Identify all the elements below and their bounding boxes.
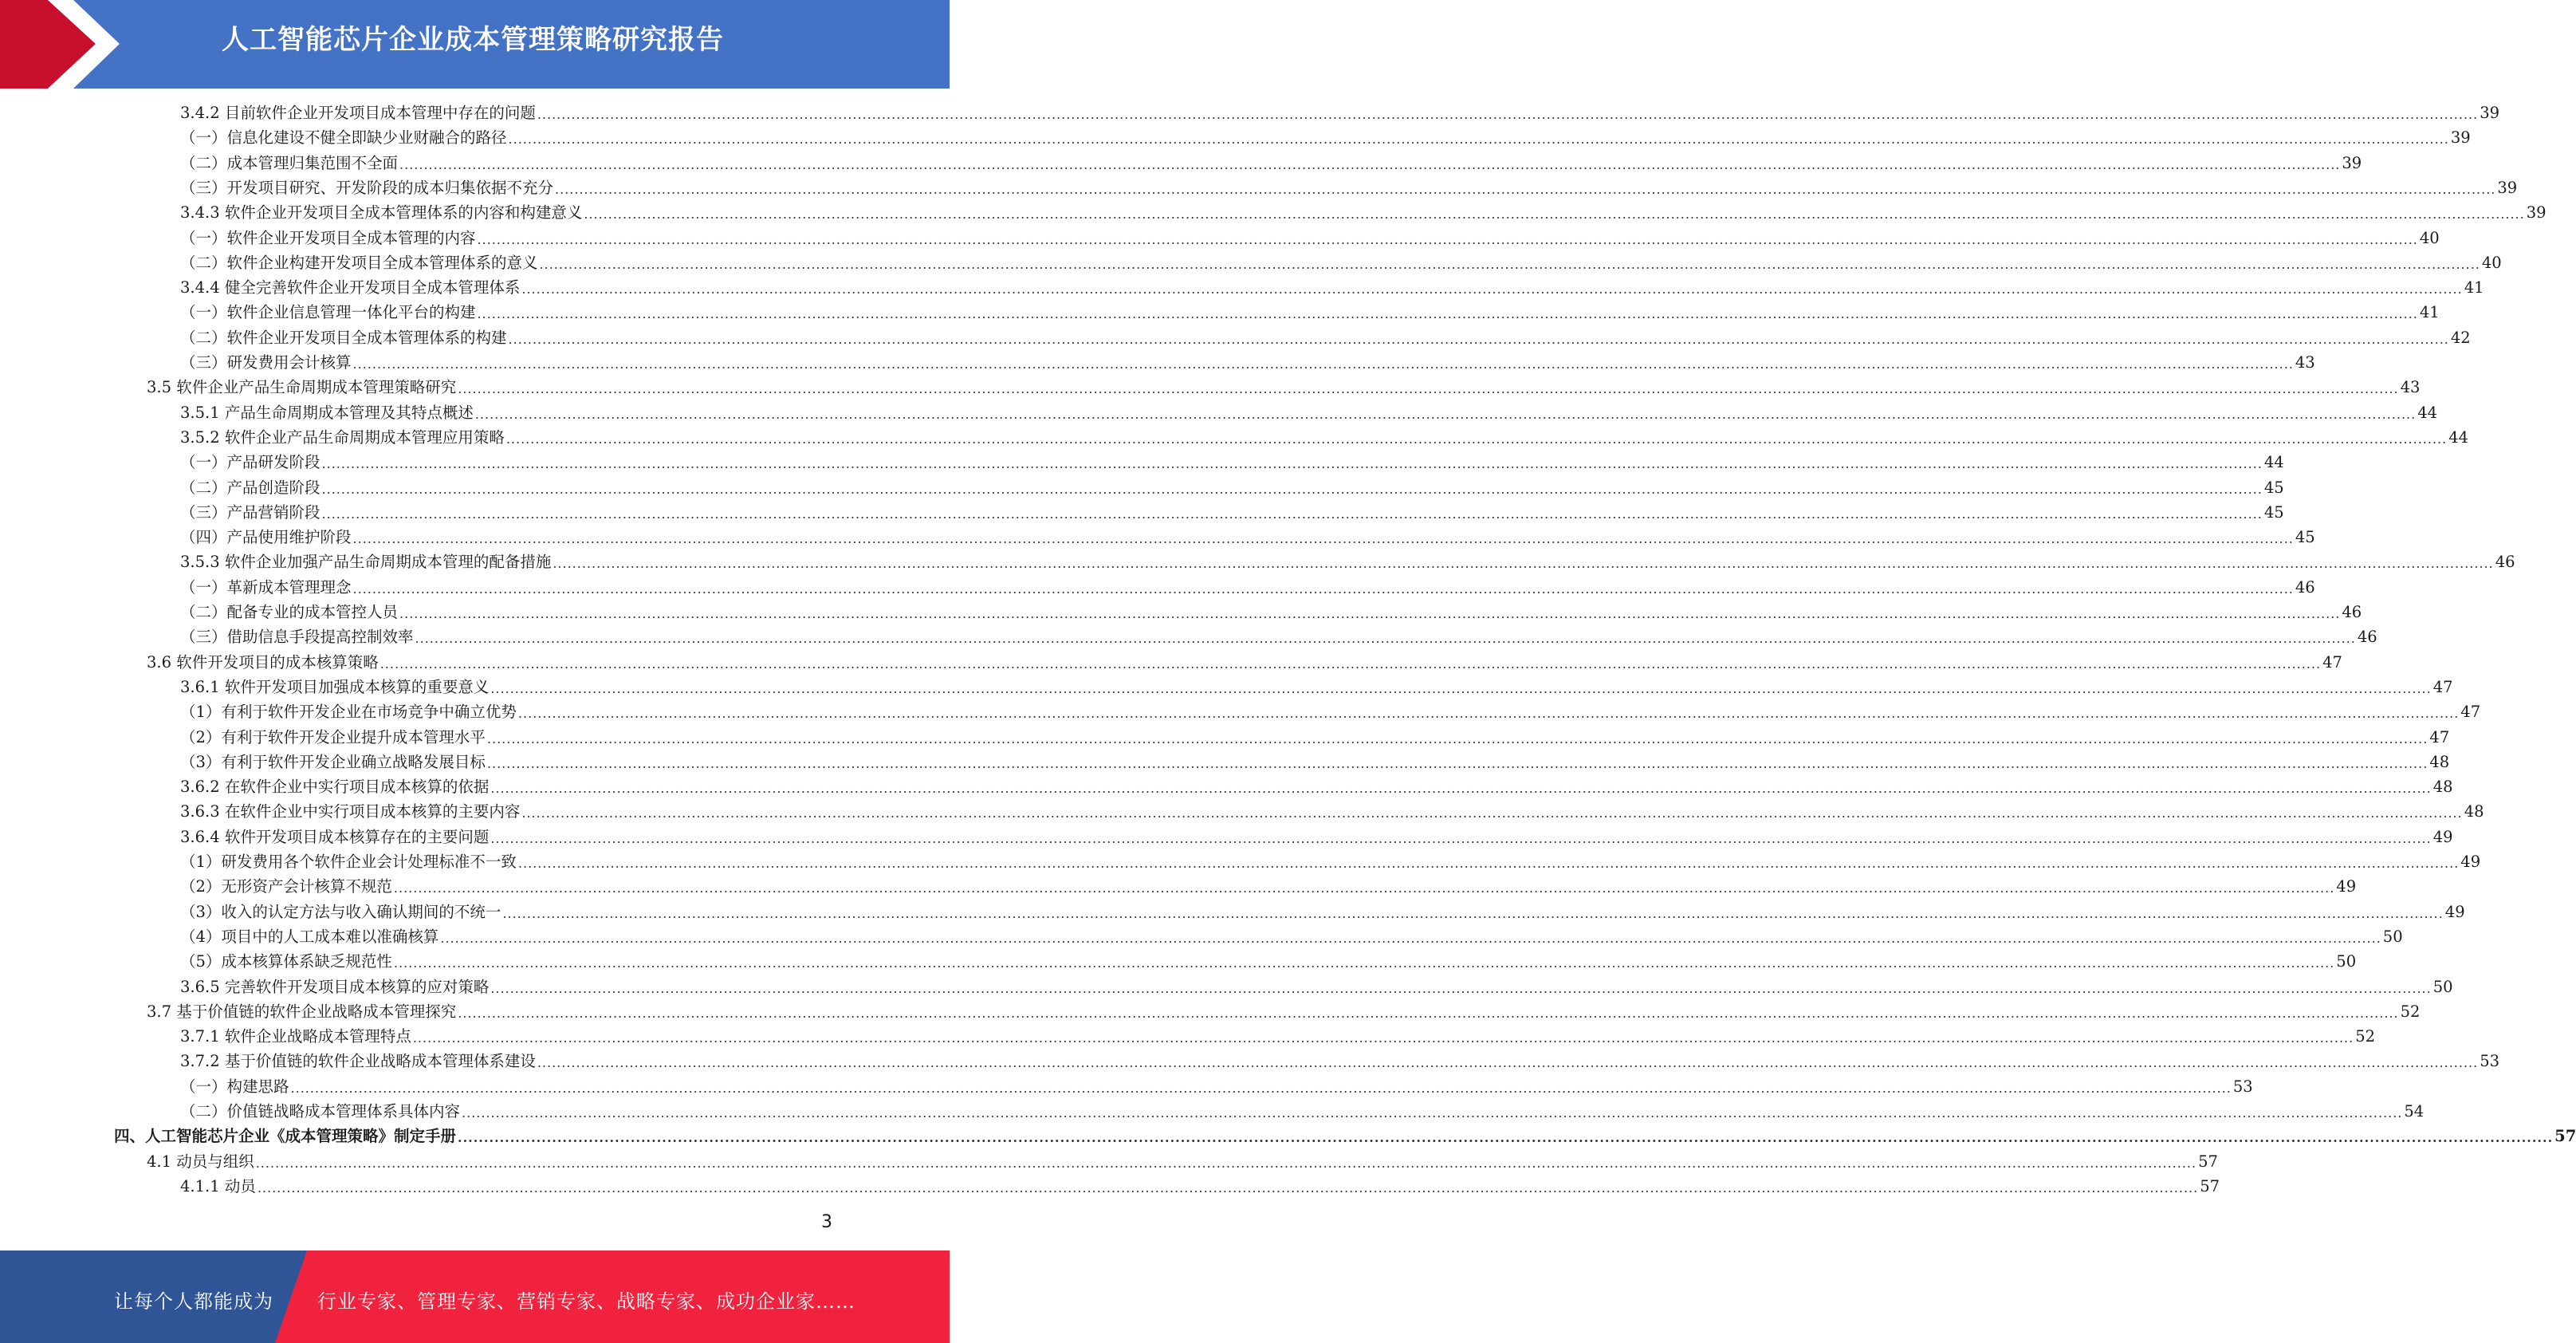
toc-entry-page: 44 [2417,403,2438,422]
toc-entry-page: 50 [2336,952,2357,971]
toc-entry-page: 50 [2382,927,2403,946]
toc-entry-title: （二）价值链战略成本管理体系具体内容 [180,1102,461,1120]
toc-leader-dots: ................................................................................................................................................................................................................................................................................................................................................................................................................ [537,107,2479,122]
footer-slogan-left: 让每个人都能成为 [114,1290,273,1313]
toc-entry[interactable] [180,801,2484,823]
toc-entry-page: 52 [2400,1002,2421,1021]
toc-entry-title: 4.1 动员与组织 [147,1152,254,1171]
toc-entry[interactable] [180,876,2357,898]
toc-entry-page: 39 [2497,178,2518,197]
toc-entry-page: 45 [2263,502,2284,522]
toc-entry-title: 3.6.3 在软件企业中实行项目成本核算的主要内容 [180,802,521,821]
toc-leader-dots: ................................................................................................................................................................................................................................................................................................................................................................................................................ [321,481,2263,497]
toc-entry[interactable] [180,926,2403,948]
toc-entry-title: 3.4.3 软件企业开发项目全成本管理体系的内容和构建意义 [180,203,583,223]
toc-entry-page: 45 [2263,478,2284,497]
toc-leader-dots: ................................................................................................................................................................................................................................................................................................................................................................................................................ [553,556,2494,572]
page-header [0,0,950,89]
toc-entry-page: 46 [2295,577,2315,597]
toc-entry-page: 45 [2295,528,2315,547]
toc-entry[interactable] [180,477,2284,499]
toc-entry-title: 3.5 软件企业产品生命周期成本管理策略研究 [147,378,457,397]
toc-entry-title: （2）无形资产会计核算不规范 [180,877,392,896]
toc-leader-dots: ................................................................................................................................................................................................................................................................................................................................................................................................................ [412,1030,2354,1046]
toc-leader-dots: ................................................................................................................................................................................................................................................................................................................................................................................................................ [399,156,2341,172]
toc-leader-dots: ................................................................................................................................................................................................................................................................................................................................................................................................................ [458,381,2399,397]
toc-leader-dots: ................................................................................................................................................................................................................................................................................................................................................................................................................ [521,805,2463,821]
toc-entry-title: （5）成本核算体系缺乏规范性 [180,952,392,971]
toc-entry-page: 40 [2481,253,2502,272]
toc-leader-dots: ................................................................................................................................................................................................................................................................................................................................................................................................................ [321,506,2263,522]
toc-entry[interactable] [180,851,2481,873]
toc-entry[interactable] [180,701,2481,723]
toc-entry-page: 44 [2263,453,2284,472]
toc-entry-title: （一）产品研发阶段 [180,453,321,472]
toc-entry-title: （3）收入的认定方法与收入确认期间的不统一 [180,902,501,921]
toc-entry-title: 3.7.1 软件企业战略成本管理特点 [180,1027,411,1046]
toc-entry[interactable] [180,177,2518,199]
toc-leader-dots: ................................................................................................................................................................................................................................................................................................................................................................................................................ [517,706,2460,722]
toc-leader-dots: ................................................................................................................................................................................................................................................................................................................................................................................................................ [502,905,2444,921]
toc-entry-page: 57 [2198,1152,2218,1171]
toc-leader-dots: ................................................................................................................................................................................................................................................................................................................................................................................................................ [584,207,2525,223]
toc-entry[interactable] [180,1101,2425,1123]
toc-leader-dots: ................................................................................................................................................................................................................................................................................................................................................................................................................ [462,1105,2403,1120]
toc-entry[interactable] [180,601,2362,624]
toc-entry-page: 48 [2429,752,2450,771]
toc-leader-dots: ................................................................................................................................................................................................................................................................................................................................................................................................................ [257,1180,2199,1195]
toc-entry[interactable] [147,652,2342,674]
toc-leader-dots: ................................................................................................................................................................................................................................................................................................................................................................................................................ [458,1005,2399,1021]
toc-entry[interactable] [180,901,2465,924]
toc-leader-dots: ................................................................................................................................................................................................................................................................................................................................................................................................................ [393,955,2335,971]
page-number: 3 [821,1212,832,1232]
toc-entry-page: 39 [2450,128,2471,148]
toc-leader-dots: ................................................................................................................................................................................................................................................................................................................................................................................................................ [477,231,2418,247]
toc-entry-page: 53 [2232,1077,2253,1096]
toc-entry-title: 3.5.1 产品生命周期成本管理及其特点概述 [180,403,474,422]
toc-entry[interactable] [180,551,2515,573]
toc-entry-title: 四、人工智能芯片企业《成本管理策略》制定手册 [114,1127,457,1146]
toc-entry[interactable] [180,1050,2500,1073]
toc-entry-page: 40 [2419,228,2440,247]
toc-leader-dots: ................................................................................................................................................................................................................................................................................................................................................................................................................ [490,680,2432,696]
toc-entry[interactable] [180,1176,2220,1198]
toc-entry-page: 39 [2526,203,2547,223]
header-arrow-decoration [0,0,120,89]
toc-entry-page: 47 [2432,677,2453,696]
toc-entry[interactable] [180,676,2453,699]
toc-entry[interactable] [180,826,2453,849]
toc-entry[interactable] [180,402,2438,424]
toc-entry-title: （三）开发项目研究、开发阶段的成本归集依据不充分 [180,178,554,197]
toc-leader-dots: ................................................................................................................................................................................................................................................................................................................................................................................................................ [505,431,2448,447]
toc-entry-title: （三）借助信息手段提高控制效率 [180,628,414,647]
toc-entry[interactable] [180,502,2284,524]
toc-entry-page: 41 [2419,303,2440,322]
toc-leader-dots: ................................................................................................................................................................................................................................................................................................................................................................................................................ [458,1130,2554,1146]
toc-entry-title: 3.7 基于价值链的软件企业战略成本管理探究 [147,1002,457,1021]
toc-entry-title: 3.6 软件开发项目的成本核算策略 [147,652,379,672]
toc-entry-title: （二）产品创造阶段 [180,478,321,497]
toc-entry-title: （四）产品使用维护阶段 [180,528,352,547]
toc-entry-page: 50 [2432,977,2453,996]
toc-entry-page: 41 [2464,278,2484,297]
toc-entry-title: （一）软件企业信息管理一体化平台的构建 [180,303,476,322]
toc-entry-page: 54 [2404,1102,2425,1120]
toc-entry[interactable] [180,352,2315,374]
toc-entry-title: （4）项目中的人工成本难以准确核算 [180,927,439,946]
toc-entry-page: 43 [2400,378,2421,397]
toc-leader-dots: ................................................................................................................................................................................................................................................................................................................................................................................................................ [508,132,2449,148]
toc-entry-title: （三）产品营销阶段 [180,502,321,522]
toc-entry-page: 49 [2432,827,2453,846]
toc-entry-title: （一）软件企业开发项目全成本管理的内容 [180,228,476,247]
toc-entry[interactable] [180,427,2469,449]
toc-entry-title: 3.5.2 软件企业产品生命周期成本管理应用策略 [180,427,505,447]
toc-entry[interactable] [180,1026,2376,1048]
toc-entry-page: 39 [2480,104,2500,122]
report-title: 人工智能芯片企业成本管理策略研究报告 [222,24,724,56]
toc-entry-title: 3.7.2 基于价值链的软件企业战略成本管理体系建设 [180,1052,536,1071]
toc-entry[interactable] [180,277,2484,299]
toc-leader-dots: ................................................................................................................................................................................................................................................................................................................................................................................................................ [521,282,2463,297]
toc-entry[interactable] [180,751,2450,774]
toc-leader-dots: ................................................................................................................................................................................................................................................................................................................................................................................................................ [290,1080,2232,1096]
toc-entry-page: 49 [2460,853,2481,871]
toc-entry-page: 42 [2450,328,2471,347]
toc-entry-page: 47 [2460,703,2481,722]
toc-entry-page: 48 [2432,778,2453,797]
toc-entry-title: （1）研发费用各个软件企业会计处理标准不一致 [180,853,517,871]
toc-entry-page: 39 [2342,153,2362,172]
toc-leader-dots: ................................................................................................................................................................................................................................................................................................................................................................................................................ [352,356,2294,372]
toc-leader-dots: ................................................................................................................................................................................................................................................................................................................................................................................................................ [486,755,2429,771]
toc-entry-page: 52 [2355,1027,2376,1046]
toc-entry-page: 49 [2444,902,2465,921]
toc-entry-title: （二）软件企业开发项目全成本管理体系的构建 [180,328,507,347]
toc-entry-page: 53 [2480,1052,2500,1071]
toc-entry[interactable] [180,451,2284,474]
toc-entry[interactable] [180,327,2471,349]
toc-entry-title: 3.6.4 软件开发项目成本核算存在的主要问题 [180,827,490,846]
toc-entry-page: 43 [2295,353,2315,372]
toc-leader-dots: ................................................................................................................................................................................................................................................................................................................................................................................................................ [490,781,2432,797]
toc-entry-page: 47 [2429,727,2450,746]
toc-leader-dots: ................................................................................................................................................................................................................................................................................................................................................................................................................ [255,1155,2197,1171]
toc-entry[interactable] [147,1001,2421,1023]
toc-entry-page: 57 [2554,1127,2576,1146]
toc-entry-title: （二）软件企业构建开发项目全成本管理体系的意义 [180,253,538,272]
toc-entry[interactable] [180,626,2377,648]
toc-entry-title: 3.4.4 健全完善软件企业开发项目全成本管理体系 [180,278,521,297]
toc-leader-dots: ................................................................................................................................................................................................................................................................................................................................................................................................................ [555,181,2496,197]
toc-entry[interactable] [180,976,2453,998]
toc-leader-dots: ................................................................................................................................................................................................................................................................................................................................................................................................................ [321,456,2263,472]
toc-entry-page: 46 [2342,603,2362,621]
toc-entry[interactable] [147,376,2421,399]
toc-entry-title: （2）有利于软件开发企业提升成本管理水平 [180,727,486,746]
toc-leader-dots: ................................................................................................................................................................................................................................................................................................................................................................................................................ [517,856,2460,871]
toc-entry[interactable] [180,951,2357,973]
footer-slogan-right: 行业专家、管理专家、营销专家、战略专家、成功企业家…… [317,1290,855,1313]
toc-entry[interactable] [147,1151,2218,1173]
toc-entry-title: 4.1.1 动员 [180,1176,256,1195]
toc-leader-dots: ................................................................................................................................................................................................................................................................................................................................................................................................................ [440,930,2381,946]
toc-entry[interactable] [180,202,2547,224]
toc-entry[interactable] [114,1125,2576,1148]
toc-leader-dots: ................................................................................................................................................................................................................................................................................................................................................................................................................ [352,581,2294,597]
toc-entry[interactable] [180,227,2440,250]
toc-entry[interactable] [180,776,2453,798]
toc-entry-title: （二）配备专业的成本管控人员 [180,603,399,621]
toc-entry-page: 47 [2322,652,2342,672]
toc-leader-dots: ................................................................................................................................................................................................................................................................................................................................................................................................................ [537,1055,2479,1071]
toc-leader-dots: ................................................................................................................................................................................................................................................................................................................................................................................................................ [380,656,2322,672]
toc-leader-dots: ................................................................................................................................................................................................................................................................................................................................................................................................................ [415,631,2356,647]
toc-entry-page: 46 [2495,553,2515,572]
toc-entry-title: （一）信息化建设不健全即缺少业财融合的路径 [180,128,507,148]
toc-entry-title: （3）有利于软件开发企业确立战略发展目标 [180,752,486,771]
toc-entry-page: 44 [2448,427,2469,447]
toc-leader-dots: ................................................................................................................................................................................................................................................................................................................................................................................................................ [490,830,2432,846]
toc-entry-title: （三）研发费用会计核算 [180,353,352,372]
toc-entry-title: 3.5.3 软件企业加强产品生命周期成本管理的配备措施 [180,553,552,572]
toc-entry[interactable] [180,577,2315,599]
toc-entry-title: （二）成本管理归集范围不全面 [180,153,399,172]
toc-leader-dots: ................................................................................................................................................................................................................................................................................................................................................................................................................ [399,606,2341,621]
toc-entry-title: （一）革新成本管理理念 [180,577,352,597]
toc-entry[interactable] [180,102,2500,124]
toc-entry-title: （一）构建思路 [180,1077,289,1096]
toc-leader-dots: ................................................................................................................................................................................................................................................................................................................................................................................................................ [490,980,2432,996]
toc-entry-title: 3.4.2 目前软件企业开发项目成本管理中存在的问题 [180,104,536,122]
toc-entry[interactable] [180,1076,2253,1098]
toc-entry-page: 57 [2200,1176,2220,1195]
toc-entry[interactable] [180,152,2362,175]
toc-entry-title: 3.6.1 软件开发项目加强成本核算的重要意义 [180,677,490,696]
page-footer [0,1250,950,1343]
toc-entry-page: 49 [2336,877,2357,896]
toc-entry-page: 46 [2357,628,2377,647]
toc-entry-title: 3.6.5 完善软件开发项目成本核算的应对策略 [180,977,490,996]
toc-entry-title: 3.6.2 在软件企业中实行项目成本核算的依据 [180,778,490,797]
toc-leader-dots: ................................................................................................................................................................................................................................................................................................................................................................................................................ [393,880,2335,896]
toc-leader-dots: ................................................................................................................................................................................................................................................................................................................................................................................................................ [474,406,2417,422]
toc-leader-dots: ................................................................................................................................................................................................................................................................................................................................................................................................................ [352,531,2294,547]
toc-entry[interactable] [180,252,2502,274]
toc-entry[interactable] [180,301,2440,324]
toc-entry[interactable] [180,727,2450,749]
toc-entry-title: （1）有利于软件开发企业在市场竞争中确立优势 [180,703,517,722]
toc-entry-page: 48 [2464,802,2484,821]
toc-leader-dots: ................................................................................................................................................................................................................................................................................................................................................................................................................ [477,306,2418,322]
toc-leader-dots: ................................................................................................................................................................................................................................................................................................................................................................................................................ [539,256,2480,272]
toc-leader-dots: ................................................................................................................................................................................................................................................................................................................................................................................................................ [486,731,2429,746]
toc-entry[interactable] [180,526,2315,549]
toc-entry[interactable] [180,127,2471,149]
toc-leader-dots: ................................................................................................................................................................................................................................................................................................................................................................................................................ [508,331,2449,347]
